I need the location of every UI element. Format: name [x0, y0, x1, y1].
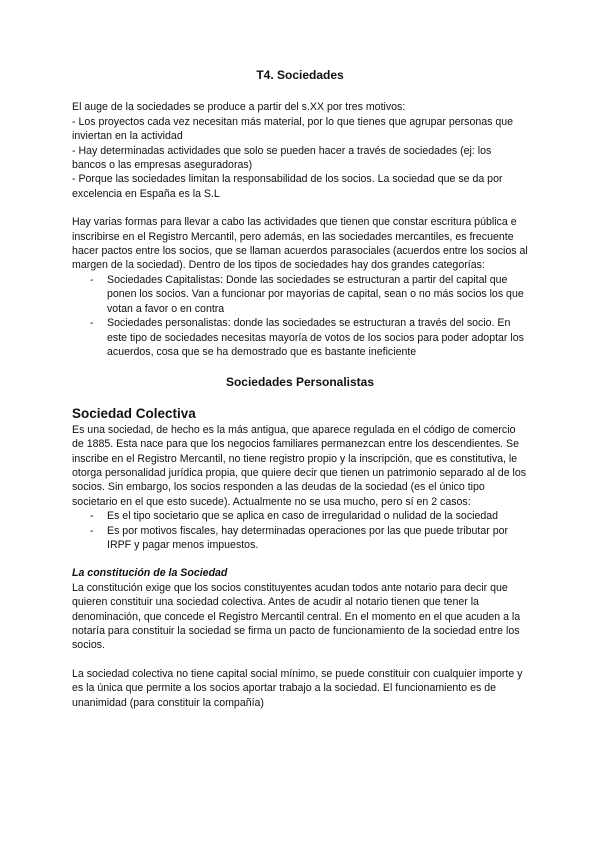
- colectiva-paragraph: Es una sociedad, de hecho es la más antigua, que aparece regulada en el código de comercio de 1885. Esta nace para que los negocios familiares permanezcan entre los descendientes. Se inscribe en el Registro Mercantil, no tiene registro propio y la inscripción, que es constitutiva, le otorga personalidad jurídica propia, que quiere decir que tienen un patrimonio separado al de los socios. Sin embargo, los socios responden a las deudas de la sociedad (es el único tipo societario en el que esto sucede). Actualmente no se usa mucho, pero sí en 2 casos:: [72, 423, 527, 508]
- category-capitalistas: - Sociedades Capitalistas: Donde las sociedades se estructuran a partir del capital que ponen los socios. Van a funcionar por mayorías de capital, sean o no más socios los que votan a favor o en contra: [72, 273, 528, 316]
- subheading-sociedad-colectiva: Sociedad Colectiva: [72, 405, 196, 421]
- colectiva-section: [72, 406, 528, 553]
- intro-section: [72, 100, 528, 201]
- section-heading-personalistas: Sociedades Personalistas: [225, 375, 375, 390]
- category-personalistas: - Sociedades personalistas: donde las sociedades se estructuran a través del socio. En este tipo de sociedades necesitas mayoría de votos de los socios para poder adoptar los acuerdos, cosa que se ha demostrado que es bastante ineficiente: [72, 316, 528, 359]
- constitucion-paragraph-1: La constitución exige que los socios constituyentes acudan todos ante notario para decir que quieren constituir una sociedad colectiva. Antes de acudir al notario tienen que tener la denominación, que concede el Registro Mercantil central. En el momento en el que acuden a la notaría para constituir la sociedad se firma un pacto de funcionamiento de la sociedad entre los socios.: [72, 581, 521, 652]
- forms-section: [72, 215, 528, 359]
- document-page: [72, 68, 528, 710]
- intro-lead: El auge de la sociedades se produce a partir del s.XX por tres motivos:: [72, 101, 406, 114]
- intro-reason-3: - Porque las sociedades limitan la responsabilidad de los socios. La sociedad que se da por excelencia en España es la S.L: [72, 173, 503, 200]
- intro-reason-2: - Hay determinadas actividades que solo se pueden hacer a través de sociedades (ej: los bancos o las empresas aseguradoras): [72, 144, 492, 172]
- subheading-constitucion: La constitución de la Sociedad: [72, 567, 228, 580]
- colectiva-cases-list: [72, 509, 528, 552]
- document-title: T4. Sociedades: [256, 68, 344, 82]
- forms-paragraph: Hay varias formas para llevar a cabo las actividades que tienen que constar escritura pública e inscribirse en el Registro Mercantil, pero además, en las sociedades mercantiles, es frecuente hacer pactos entre los socios, que se llaman acuerdos parasociales (acuerdos entre los socios al margen de la sociedad). Dentro de los tipos de sociedades hay dos grandes categorías:: [72, 216, 528, 272]
- intro-reason-1: - Los proyectos cada vez necesitan más material, por lo que tienes que agrupar personas que inviertan en la actividad: [72, 115, 514, 143]
- constitucion-paragraph-2: La sociedad colectiva no tiene capital social mínimo, se puede constituir con cualquier importe y es la única que permite a los socios aportar trabajo a la sociedad. El funcionamiento es de unanimidad (para constituir la compañía): [72, 667, 523, 709]
- categories-list: [72, 273, 528, 359]
- colectiva-case-2: - Es por motivos fiscales, hay determinadas operaciones por las que puede tributar por IRPF y pagar menos impuestos.: [72, 524, 528, 553]
- colectiva-case-1: - Es el tipo societario que se aplica en caso de irregularidad o nulidad de la sociedad: [72, 509, 528, 523]
- constitucion-section: [72, 566, 528, 710]
